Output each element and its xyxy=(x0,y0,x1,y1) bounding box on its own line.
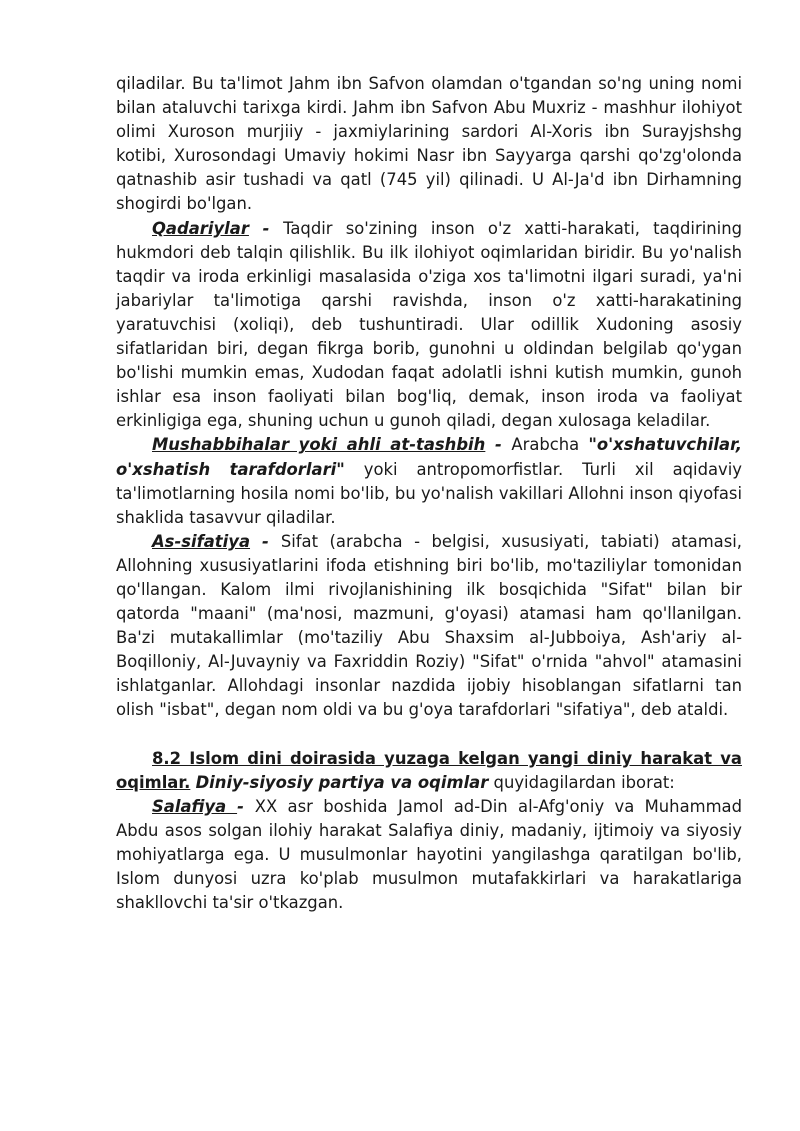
heading-subtitle: Diniy-siyosiy partiya va oqimlar xyxy=(195,772,489,792)
paragraph-salafiya xyxy=(116,795,742,915)
blank-line xyxy=(116,723,742,747)
paragraph-qadariylar xyxy=(116,217,742,434)
heading-tail: quyidagilardan iborat: xyxy=(488,772,675,792)
paragraph-as-sifatiya xyxy=(116,530,742,723)
definition-salafiya: XX asr boshida Jamol ad-Din al-Afg'oniy va Muhammad Abdu asos solgan ilohiy harakat Salafiya diniy, madaniy, ijtimoiy va siyosiy mohiyatlarga ega. U musulmonlar hayotini yangilashga qaratilgan bo'lib, Islom dunyosi uzra ko'plab musulmon mutafakkirlari va harakatlariga shakllovchi ta'sir o'tkazgan. xyxy=(116,796,742,913)
term-separator: - xyxy=(237,796,255,816)
section-heading-8-2 xyxy=(116,747,742,795)
emphasized-quote: "o'xshatuvchilar, o'xshatish tarafdorlari" xyxy=(116,435,742,479)
definition-qadariylar: Taqdir so'zining inson o'z xatti-harakati, taqdirining hukmdori deb talqin qilishlik. Bu ilk ilohiyot oqimlaridan biridir. Bu yo'nalish taqdir va iroda erkinligi masalasida o'ziga xos ta'limotni ilgari suradi, ya'ni jabariylar ta'limotiga qarshi ravishda, inson o'z xatti-harakatining yaratuvchisi (xoliqi), deb tushuntiradi. Ular odillik Xudoning asosiy sifatlaridan biri, degan fikrga borib, gunohni u oldindan belgilab qo'ygan bo'lishi mumkin emas, Xudodan faqat adolatli ishni kutish mumkin, gunoh ishlar esa inson faoliyati bilan bog'liq, demak, inson iroda va faoliyat erkinligiga ega, shuning uchun u gunoh qiladi, degan xulosaga keladilar. xyxy=(116,218,742,431)
term-separator: - xyxy=(250,531,281,551)
definition-prefix: Arabcha xyxy=(511,435,589,455)
paragraph-mushabbihalar xyxy=(116,433,742,529)
definition-as-sifatiya: Sifat (arabcha - belgisi, xususiyati, tabiati) atamasi, Allohning xususiyatlarini ifoda etishning biri bo'lib, mo'taziliylar tomonidan qo'llangan. Kalom ilmi rivojlanishining ilk bosqichida "Sifat" bilan bir qatorda "maani" (ma'nosi, mazmuni, g'oyasi) atamasi ham qo'llanilgan. Ba'zi mutakallimlar (mo'taziliy Abu Shaxsim al-Jubboiya, Ash'ariy al-Boqilloniy, Al-Juvayniy va Faxriddin Roziy) "Sifat" o'rnida "ahvol" atamasini ishlatganlar. Allohdagi insonlar nazdida ijobiy hisoblangan sifatlarni tan olish "isbat", degan nom oldi va bu g'oya tarafdorlari "sifatiya", deb ataldi. xyxy=(116,531,743,720)
paragraph-jahm: qiladilar. Bu ta'limot Jahm ibn Safvon olamdan o'tgandan so'ng uning nomi bilan ataluvchi tarixga kirdi. Jahm ibn Safvon Abu Muxriz - mashhur ilohiyot olimi Xuroson murjiiy - jaxmiylarining sardori Al-Xoris ibn Surayjshshg kotibi, Xurosondagi Umaviy hokimi Nasr ibn Sayyarga qarshi qo'zg'olonda qatnashib asir tushadi va qatl (745 yil) qilinadi. U Al-Ja'd ibn Dirhamning shogirdi bo'lgan. xyxy=(116,74,742,214)
term-salafiya: Salafiya xyxy=(152,796,238,816)
term-separator: - xyxy=(485,435,512,455)
document-page xyxy=(116,72,742,915)
term-as-sifatiya: As-sifatiya xyxy=(152,531,251,551)
heading-text: 8.2 Islom dini doirasida yuzaga kelgan yangi diniy harakat va oqimlar. xyxy=(116,748,742,792)
definition-mushabbihalar: yoki antropomorfistlar. Turli xil aqidaviy ta'limotlarning hosila nomi bo'lib, bu yo'nalish vakillari Allohni inson qiyofasi shaklida tasavvur qiladilar. xyxy=(116,459,742,527)
term-separator: - xyxy=(248,218,284,238)
term-qadariylar: Qadariylar xyxy=(152,218,249,238)
term-mushabbihalar: Mushabbihalar yoki ahli at-tashbih xyxy=(152,435,486,455)
